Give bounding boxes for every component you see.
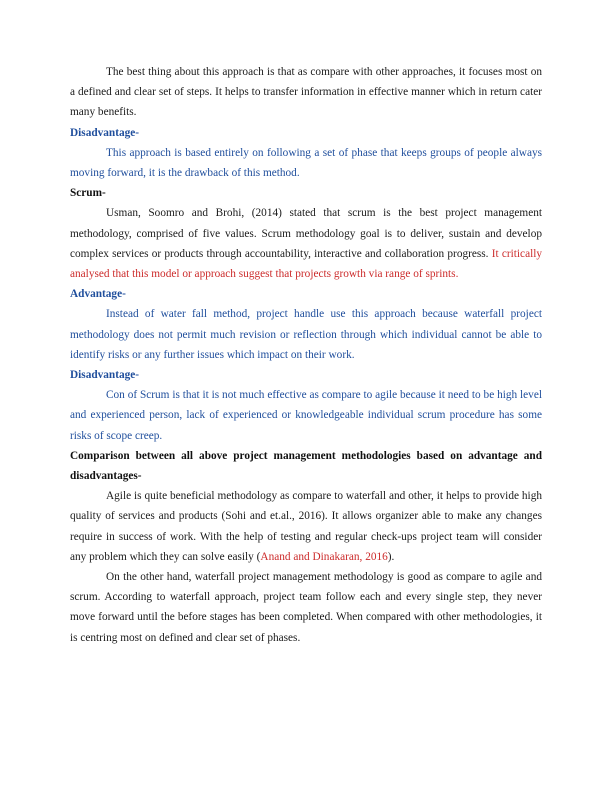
paragraph-agile-text-a: Agile is quite beneficial methodology as compare to waterfall and other, it helps to provide high quality of services and products (Sohi and et.al., 2016). It allows organizer able to make any changes require in success of work. With the help of testing and regular check-ups project team will consider any problem which they can solve easily ( [70, 490, 542, 563]
heading-disadvantage-scrum: Disadvantage- [70, 369, 140, 382]
paragraph-scrum-red-note: It critically analysed that this model or approach suggest that projects growth via range of sprints. [70, 247, 543, 281]
heading-comparison: Comparison between all above project management methodologies based on advantage and disadvantages- [70, 449, 542, 483]
paragraph-waterfall-comparison: On the other hand, waterfall project management methodology is good as compare to agile and scrum. According to waterfall approach, project team follow each and every single step, they never move forward until the before stages has been completed. When compared with other methodologies, it is centring most on defined and clear set of phases. [70, 571, 542, 644]
paragraph-disadvantage-scrum: Con of Scrum is that it is not much effective as compare to agile because it need to be high level and experienced person, lack of experienced or knowledgeable individual scrum procedure has some risks of scope creep. [70, 389, 542, 442]
paragraph-scrum [70, 203, 542, 284]
paragraph-agile-text-b: ). [387, 550, 395, 563]
document-body [70, 62, 542, 648]
paragraph-best-thing: The best thing about this approach is that as compare with other approaches, it focuses most on a defined and clear set of steps. It helps to transfer information in effective manner which in return cater many benefits. [70, 66, 542, 119]
paragraph-disadvantage-waterfall: This approach is based entirely on following a set of phase that keeps groups of people always moving forward, it is the drawback of this method. [70, 146, 542, 180]
heading-disadvantage-waterfall: Disadvantage- [70, 126, 140, 139]
citation-anand-dinakaran: Anand and Dinakaran, 2016 [260, 550, 388, 563]
heading-scrum: Scrum- [70, 187, 106, 200]
paragraph-scrum-text: Usman, Soomro and Brohi, (2014) stated that scrum is the best project management methodology, comprised of five values. Scrum methodology goal is to deliver, sustain and develop complex services or products through accountability, interactive and collaboration progress. [70, 207, 542, 260]
paragraph-advantage-scrum: Instead of water fall method, project handle use this approach because waterfall project methodology does not permit much revision or reflection through which individual cannot be able to identify risks or any further issues which impact on their work. [70, 308, 542, 361]
heading-advantage-scrum: Advantage- [70, 288, 126, 301]
paragraph-agile-comparison [70, 486, 542, 567]
